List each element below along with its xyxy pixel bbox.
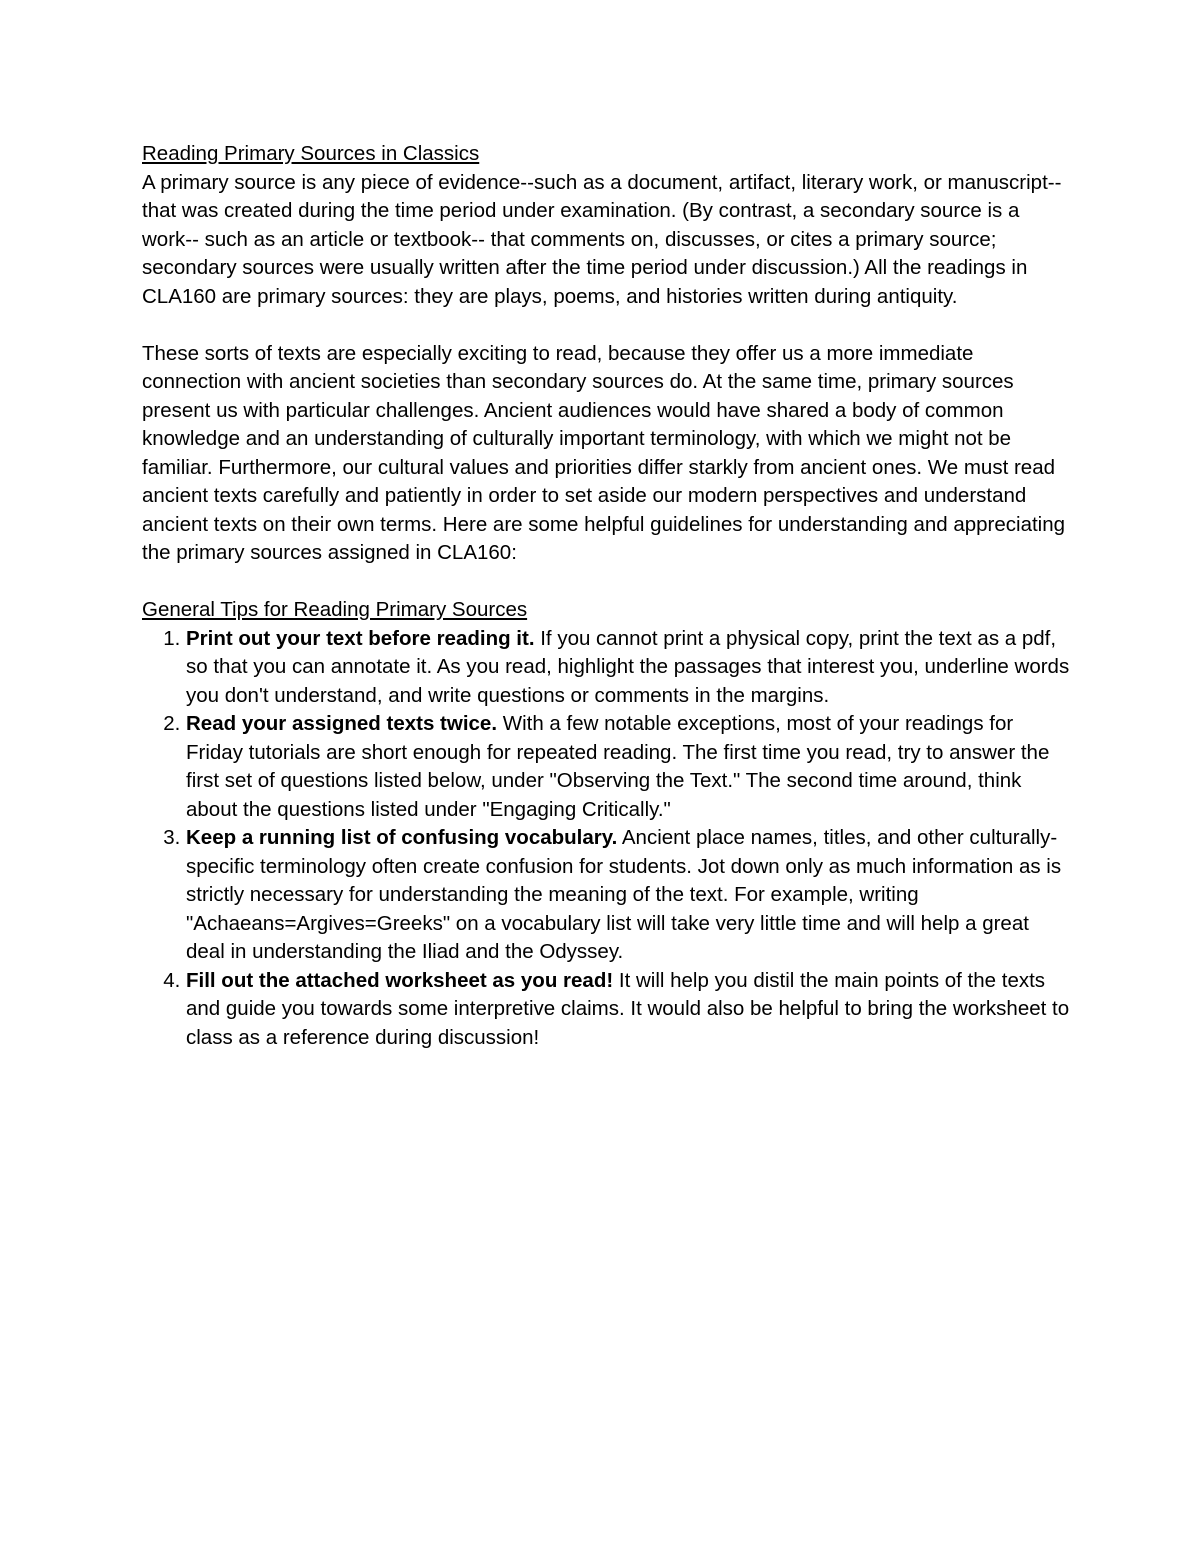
context-paragraph: These sorts of texts are especially exciting to read, because they offer us a more immediate connection with ancient societies than secondary sources do. At the same time, primary sources present us with particular challenges. Ancient audiences would have shared a body of common knowledge and an understanding of culturally important terminology, with which we might not be familiar. Furthermore, our cultural values and priorities differ starkly from ancient ones. We must read ancient texts carefully and patiently in order to set aside our modern perspectives and understand ancient texts on their own terms. Here are some helpful guidelines for understanding and appreciating the primary sources assigned in CLA160:	[142, 341, 1066, 564]
list-item	[186, 967, 1072, 1053]
list-item	[186, 710, 1072, 824]
intro-paragraph: A primary source is any piece of evidence--such as a document, artifact, literary work, or manuscript-- that was created during the time period under examination. (By contrast, a secondary source is a work-- such as an article or textbook-- that comments on, discusses, or cites a primary source; secondary sources were usually written after the time period under discussion.) All the readings in CLA160 are primary sources: they are plays, poems, and histories written during antiquity.	[142, 170, 1062, 308]
tip-bold-lead: Read your assigned texts twice.	[186, 712, 498, 735]
tip-text: If you cannot print a physical copy, print the text as a pdf, so that you can annotate it. As you read, highlight the passages that interest you, underline words you don't understand, and write questions or comments in the margins.	[186, 626, 1070, 707]
tips-list	[142, 625, 1072, 1053]
list-item	[186, 625, 1072, 711]
tip-text: With a few notable exceptions, most of your readings for Friday tutorials are short enough for repeated reading. The first time you read, try to answer the first set of questions listed below, under "Observing the Text." The second time around, think about the questions listed under "Engaging Critically."	[186, 712, 1050, 821]
tips-heading: General Tips for Reading Primary Sources	[142, 598, 528, 621]
paragraph-gap	[142, 568, 1072, 597]
tip-text: Ancient place names, titles, and other culturally-specific terminology often create confusion for students. Jot down only as much information as is strictly necessary for understanding the meaning of the text. For example, writing "Achaeans=Argives=Greeks" on a vocabulary list will take very little time and will help a great deal in understanding the Iliad and the Odyssey.	[186, 826, 1062, 963]
tip-bold-lead: Fill out the attached worksheet as you read!	[186, 968, 614, 992]
list-item	[186, 824, 1072, 967]
document-page	[142, 140, 1072, 1052]
tip-text: It will help you distil the main points of the texts and guide you towards some interpretive claims. It would also be helpful to bring the worksheet to class as a reference during discussion!	[186, 968, 1070, 1049]
tip-bold-lead: Keep a running list of confusing vocabulary.	[186, 826, 618, 849]
paragraph-gap	[142, 311, 1072, 340]
tip-bold-lead: Print out your text before reading it.	[186, 626, 535, 650]
document-title: Reading Primary Sources in Classics	[142, 142, 480, 165]
